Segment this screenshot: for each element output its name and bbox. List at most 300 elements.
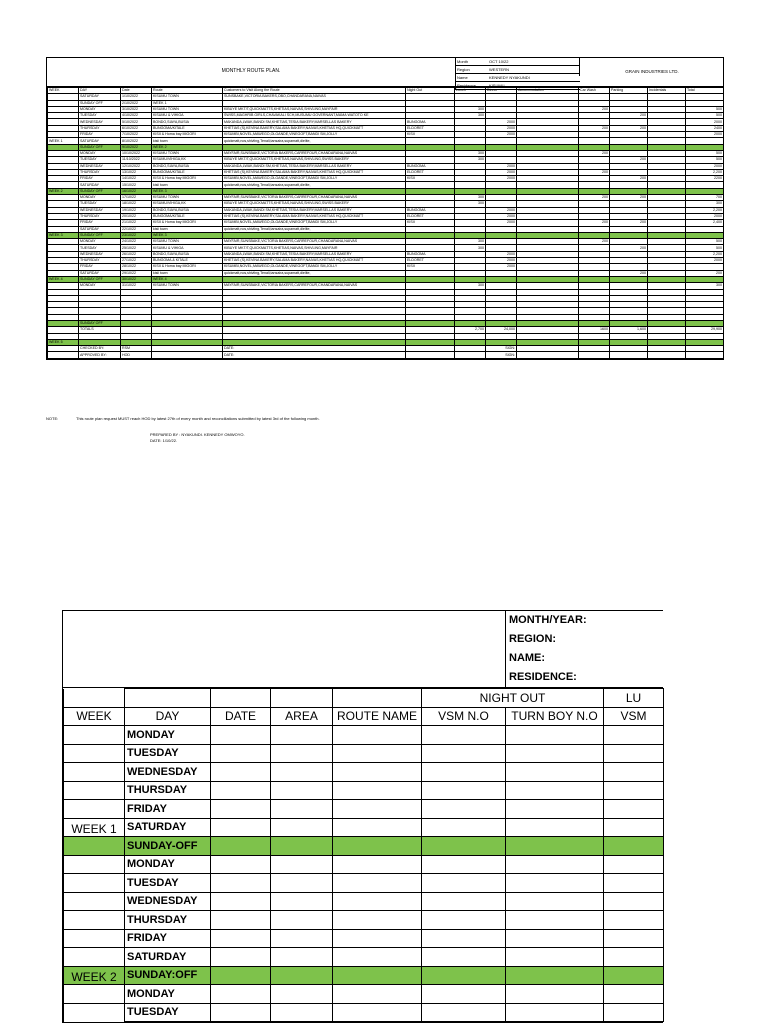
cell-date: 3/10/2022 xyxy=(121,106,152,112)
zoom-empty-cell[interactable] xyxy=(271,837,333,856)
cell-week: WEEK 3 xyxy=(48,232,79,238)
zoom-empty-cell[interactable] xyxy=(211,1003,271,1022)
cell-inc xyxy=(648,352,686,358)
zoom-empty-cell[interactable] xyxy=(422,855,506,874)
cell-day: TUESDAY xyxy=(79,113,121,119)
cell-route: KISUMU TOWN xyxy=(152,150,223,156)
cell-route: WEEK 2 xyxy=(152,144,223,150)
zoom-empty-cell[interactable] xyxy=(271,763,333,782)
zoom-empty-cell[interactable] xyxy=(333,763,422,782)
zoom-empty-cell[interactable] xyxy=(333,892,422,911)
cell-day: SUNDAY OFF xyxy=(79,276,121,282)
zoom-empty-cell[interactable] xyxy=(506,855,604,874)
meta-value: KISUMU xyxy=(489,83,505,88)
zoom-empty-cell[interactable] xyxy=(506,800,604,819)
cell-day: TOTALS xyxy=(79,327,121,333)
cell-day: TUESDAY xyxy=(79,201,121,207)
zoom-row xyxy=(64,892,664,911)
zoom-day-cell: THURSDAY xyxy=(125,911,211,930)
cell-route: kisii town xyxy=(152,226,223,232)
zoom-empty-cell[interactable] xyxy=(333,966,422,985)
cell-total xyxy=(686,352,724,358)
cell-cust: KISUMBI,NOVEL,MAWEGO,OLGANDE,VINEGOFT,BANDI SM,JOLLY xyxy=(223,264,406,270)
zoom-empty-cell[interactable] xyxy=(422,966,506,985)
zoom-row xyxy=(64,1003,664,1022)
meta-key: Residence xyxy=(457,83,476,88)
cell-dinner: 2000 xyxy=(486,176,517,182)
cell-route: KISUMU/VIHIGA,KK xyxy=(152,201,223,207)
note xyxy=(46,416,722,421)
zoom-day-cell: FRIDAY xyxy=(125,929,211,948)
zoom-empty-cell[interactable] xyxy=(604,818,664,837)
prepared-date: DATE: 1/10/22. xyxy=(150,438,178,443)
cell-dinner: 2000 xyxy=(486,163,517,169)
cell-date: 21/10/22 xyxy=(121,220,152,226)
cell-date: 31/10/22 xyxy=(121,283,152,289)
zoom-empty-cell[interactable] xyxy=(333,781,422,800)
cell-car: 200 xyxy=(579,220,610,226)
cell-route: BUNGOMA/KITALE xyxy=(152,125,223,131)
cell-day: MONDAY xyxy=(79,150,121,156)
zoom-empty-cell[interactable] xyxy=(211,985,271,1004)
zoom-empty-cell[interactable] xyxy=(604,892,664,911)
zoom-empty-cell[interactable] xyxy=(604,1003,664,1022)
zoom-empty-cell[interactable] xyxy=(333,855,422,874)
cell-route: KISUMU TOWN xyxy=(152,239,223,245)
column-header: Accommodation xyxy=(517,88,579,94)
zoom-empty-cell[interactable] xyxy=(211,818,271,837)
route-plan-table xyxy=(47,87,724,359)
zoom-empty-cell[interactable] xyxy=(271,948,333,967)
cell-night: KISII xyxy=(406,220,455,226)
cell-night: BUNGOMA xyxy=(406,251,455,257)
zoom-empty-cell[interactable] xyxy=(211,837,271,856)
zoom-empty-cell[interactable] xyxy=(506,948,604,967)
cell-dinner: 2000 xyxy=(486,132,517,138)
cell-week xyxy=(48,352,79,358)
cell-day: APPROVED BY: xyxy=(79,352,121,358)
cell-total: 2,400 xyxy=(686,220,724,226)
cell-date: 10/10/2022 xyxy=(121,150,152,156)
zoom-empty-cell[interactable] xyxy=(422,985,506,1004)
cell-route: KISUMU & VIHIGA xyxy=(152,245,223,251)
zoom-empty-cell[interactable] xyxy=(604,763,664,782)
zoom-empty-cell[interactable] xyxy=(604,800,664,819)
zoom-empty-cell[interactable] xyxy=(422,911,506,930)
cell-park xyxy=(610,352,648,358)
zoom-empty-cell[interactable] xyxy=(604,985,664,1004)
cell-total: 500 xyxy=(686,106,724,112)
cell-cust: quickmatt,nos,shivling,Tenali,tansaira,supamatt,dielite, xyxy=(223,182,406,188)
note-label: NOTE: xyxy=(46,416,59,421)
cell-lunch xyxy=(455,352,486,358)
cell-day: MONDAY xyxy=(79,195,121,201)
cell-day: THURSDAY xyxy=(79,258,121,264)
cell-date: 25/10/22 xyxy=(121,245,152,251)
cell-week: WEEK 5 xyxy=(48,339,79,345)
table-row xyxy=(48,352,724,358)
meta-key: Month xyxy=(457,59,469,64)
cell-night: KISII xyxy=(406,132,455,138)
zoom-empty-cell[interactable] xyxy=(506,966,604,985)
cell-total: 2000 xyxy=(686,213,724,219)
cell-dinner: 2000 xyxy=(486,169,517,175)
zoom-empty-cell[interactable] xyxy=(333,837,422,856)
zoom-empty-cell[interactable] xyxy=(604,874,664,893)
zoom-empty-cell[interactable] xyxy=(271,800,333,819)
cell-night: ELDORET xyxy=(406,258,455,264)
zoom-empty-cell[interactable] xyxy=(604,837,664,856)
zoom-empty-cell[interactable] xyxy=(422,874,506,893)
cell-route: BUNGOMA/KITALE xyxy=(152,213,223,219)
zoom-empty-cell[interactable] xyxy=(271,892,333,911)
cell-car: 200 xyxy=(579,195,610,201)
zoom-empty-cell[interactable] xyxy=(211,800,271,819)
cell-day: THURSDAY xyxy=(79,213,121,219)
zoom-day-cell: WEDNESDAY xyxy=(125,763,211,782)
cell-cust: MAYFAIR,SUNSBAKE,VICTORIA BAKERS,CARREFOUR,CHANDARANA,NAIVAS xyxy=(223,150,406,156)
cell-route: BONDO,SIAYA,BUSIA xyxy=(152,163,223,169)
zoom-column-header: AREA xyxy=(271,707,333,726)
cell-day: SATURDAY xyxy=(79,138,121,144)
cell-route: KISII & Homa bay MIGORI xyxy=(152,132,223,138)
meta-value: WESTERN xyxy=(489,67,509,72)
cell-date: 23/10/22 xyxy=(121,232,152,238)
cell-day: WEDNESDAY xyxy=(79,163,121,169)
zoom-empty-cell[interactable] xyxy=(604,781,664,800)
cell-lunch: 300 xyxy=(455,157,486,163)
cell-total: 500 xyxy=(686,157,724,163)
cell-day: SUNDAY OFF xyxy=(79,100,121,106)
zoom-empty-cell[interactable] xyxy=(271,818,333,837)
cell-date: 7/10/2022 xyxy=(121,132,152,138)
zoom-empty-cell[interactable] xyxy=(333,744,422,763)
cell-day: THURSDAY xyxy=(79,169,121,175)
zoom-empty-cell[interactable] xyxy=(271,781,333,800)
cell-total: 300 xyxy=(686,201,724,207)
zoom-row xyxy=(64,966,664,985)
zoom-empty-cell[interactable] xyxy=(506,929,604,948)
zoom-empty-cell[interactable] xyxy=(271,726,333,745)
cell-cust: MAYFAIR,SUNSBAKE,VICTORIA BAKERS,CARREFOUR,CHANDARANA,NAIVAS xyxy=(223,195,406,201)
cell-route: KISII & Homa bay MIGORI xyxy=(152,176,223,182)
zoom-empty-cell[interactable] xyxy=(333,874,422,893)
cell-date: 1/10/2022 xyxy=(121,94,152,100)
zoom-meta-labels xyxy=(505,611,664,687)
cell-route: BONDO,SIAYA,BUSIA xyxy=(152,251,223,257)
cell-cust: quickmatt,nos,shivling,Tenali,tansaira,supamatt,dielite, xyxy=(223,226,406,232)
zoom-day-cell: MONDAY xyxy=(125,726,211,745)
cell-route: WEEK 4 xyxy=(152,276,223,282)
cell-park: 200 xyxy=(610,270,648,276)
zoom-empty-cell[interactable] xyxy=(271,911,333,930)
cell-dinner: 2000 xyxy=(486,125,517,131)
zoom-empty-cell[interactable] xyxy=(211,911,271,930)
zoom-empty-cell[interactable] xyxy=(333,1003,422,1022)
night-out-header: NIGHT OUT xyxy=(422,689,604,708)
cell-date: 30/10/22 xyxy=(121,276,152,282)
zoom-day-cell: MONDAY xyxy=(125,985,211,1004)
cell-date: 9/10/2022 xyxy=(121,144,152,150)
cell-route: KISUMU TOWN xyxy=(152,106,223,112)
cell-date: 8/10/2022 xyxy=(121,138,152,144)
meta-value: OCT 10/22 xyxy=(489,59,509,64)
cell-route: KISUMU & VIHIGA xyxy=(152,113,223,119)
zoom-empty-cell[interactable] xyxy=(211,874,271,893)
zoom-column-header: WEEK xyxy=(64,707,125,726)
zoom-week-cell xyxy=(64,948,125,967)
zoom-empty-cell[interactable] xyxy=(604,929,664,948)
column-header: WEEK xyxy=(48,88,79,94)
cell-date: 26/10/22 xyxy=(121,251,152,257)
zoom-row xyxy=(64,818,664,837)
zoom-meta-label: RESIDENCE: xyxy=(509,671,577,683)
zoom-empty-cell[interactable] xyxy=(506,892,604,911)
cell-day: FRIDAY xyxy=(79,176,121,182)
column-header: DAY xyxy=(79,88,121,94)
zoom-row xyxy=(64,911,664,930)
zoom-empty-cell[interactable] xyxy=(211,763,271,782)
zoom-empty-cell[interactable] xyxy=(422,800,506,819)
zoom-empty-cell[interactable] xyxy=(211,855,271,874)
zoom-week-cell xyxy=(64,726,125,745)
cell-cust: KIBUYE MKT/T,QUICKMATTS,KHETIAS,NAIVAS,SHIVLING,MAYFAIR xyxy=(223,106,406,112)
cell-lunch: 300 xyxy=(455,150,486,156)
zoom-empty-cell[interactable] xyxy=(211,929,271,948)
cell-cust: KHETIAS (S),KEVINA BAKERY,SALAMA BAKERY,NAIVAS,KHETIAS HQ,QUICKMATT xyxy=(223,213,406,219)
zoom-row xyxy=(64,800,664,819)
zoom-empty-cell[interactable] xyxy=(271,855,333,874)
zoom-table xyxy=(63,688,664,1022)
cell-route: BUNGOMA/KITALE xyxy=(152,169,223,175)
sheet-header xyxy=(47,58,723,87)
zoom-empty-cell[interactable] xyxy=(506,763,604,782)
cell-date: RSM xyxy=(121,346,152,352)
cell-dinner: 24,000 xyxy=(486,327,517,333)
zoom-column-header: DATE xyxy=(211,707,271,726)
cell-date: 13/10/22 xyxy=(121,169,152,175)
zoom-week-cell xyxy=(64,1003,125,1022)
zoom-row xyxy=(64,855,664,874)
zoom-empty-cell[interactable] xyxy=(422,948,506,967)
zoom-empty-cell[interactable] xyxy=(271,874,333,893)
zoom-empty-cell[interactable] xyxy=(271,985,333,1004)
cell-cust: MAKANDA,LWAK,BANDI SM,KHETIAS,TESIA BAKERY,MARSELLAS BAKERY xyxy=(223,163,406,169)
zoom-empty-cell[interactable] xyxy=(422,726,506,745)
sheet-meta xyxy=(455,58,580,90)
cell-route: KISII & Homa bay MIGORI xyxy=(152,264,223,270)
cell-night xyxy=(406,352,455,358)
zoom-empty-cell[interactable] xyxy=(333,911,422,930)
cell-route xyxy=(152,352,223,358)
zoom-empty-cell[interactable] xyxy=(604,744,664,763)
cell-lunch: 300 xyxy=(455,201,486,207)
cell-cust: DATE: xyxy=(223,346,406,352)
zoom-empty-cell[interactable] xyxy=(506,1003,604,1022)
cell-total: 2000 xyxy=(686,258,724,264)
zoom-empty-cell[interactable] xyxy=(333,929,422,948)
cell-car: 200 xyxy=(579,239,610,245)
zoom-week-cell: WEEK 1 xyxy=(64,818,125,837)
cell-route: KISUMU TOWN xyxy=(152,195,223,201)
zoom-empty-cell[interactable] xyxy=(271,744,333,763)
zoom-empty-cell[interactable] xyxy=(422,892,506,911)
zoom-row xyxy=(64,837,664,856)
zoom-empty-cell[interactable] xyxy=(422,781,506,800)
cell-total: 2000 xyxy=(686,163,724,169)
zoom-empty-cell[interactable] xyxy=(506,985,604,1004)
cell-total: 500 xyxy=(686,113,724,119)
zoom-empty-cell[interactable] xyxy=(506,911,604,930)
route-plan-sheet xyxy=(46,57,724,360)
cell-cust: SWISS,MAGHRIB GIRLS,CHAVAKALI SCH,MUSUMU GOVERNANT,MAMA WATOTO KE xyxy=(223,113,406,119)
cell-route: BONDO,SIAYA,BUSIA xyxy=(152,119,223,125)
cell-day: SATURDAY xyxy=(79,270,121,276)
zoom-empty-cell[interactable] xyxy=(506,726,604,745)
cell-car: 200 xyxy=(579,169,610,175)
cell-total: 2000 xyxy=(686,132,724,138)
cell-park: 200 xyxy=(610,245,648,251)
zoom-empty-cell[interactable] xyxy=(333,800,422,819)
zoom-week-cell xyxy=(64,800,125,819)
cell-park: 200 xyxy=(610,176,648,182)
zoom-day-cell: MONDAY xyxy=(125,855,211,874)
cell-lunch: 300 xyxy=(455,195,486,201)
column-header: Date xyxy=(121,88,152,94)
zoom-empty-cell[interactable] xyxy=(333,726,422,745)
zoom-empty-cell[interactable] xyxy=(506,874,604,893)
zoom-empty-cell[interactable] xyxy=(604,855,664,874)
column-header: Dinner xyxy=(486,88,517,94)
column-header: Total xyxy=(686,88,724,94)
zoomed-template xyxy=(62,610,672,1024)
zoom-week-cell xyxy=(64,763,125,782)
column-header: Night Out xyxy=(406,88,455,94)
cell-dinner: 2000 xyxy=(486,213,517,219)
cell-date: 16/10/22 xyxy=(121,188,152,194)
cell-total: 2200 xyxy=(686,176,724,182)
cell-day: MONDAY xyxy=(79,283,121,289)
zoom-day-cell: TUESDAY xyxy=(125,874,211,893)
cell-dinner: SIGN: xyxy=(486,352,517,358)
zoom-empty-cell[interactable] xyxy=(506,781,604,800)
cell-night: ELDORET xyxy=(406,169,455,175)
cell-car xyxy=(579,352,610,358)
cell-day: SUNDAY OFF xyxy=(79,232,121,238)
zoom-empty-cell[interactable] xyxy=(211,892,271,911)
cell-route: KISUMU/VIHIGA,KK xyxy=(152,157,223,163)
zoom-day-cell: SUNDAY-OFF xyxy=(125,837,211,856)
zoom-empty-cell[interactable] xyxy=(422,818,506,837)
cell-lunch: 300 xyxy=(455,239,486,245)
sheet-title: MONTHLY ROUTE PLAN. xyxy=(221,68,281,74)
zoom-empty-cell[interactable] xyxy=(211,948,271,967)
lunch-header: LU xyxy=(604,689,664,708)
zoom-empty-cell[interactable] xyxy=(604,911,664,930)
column-header: Customers to Visit Along the Route xyxy=(223,88,406,94)
zoom-week-cell xyxy=(64,781,125,800)
cell-dinner: 2000 xyxy=(486,220,517,226)
cell-cust: MAKANDA,LWAK,BANDI SM,KHETIAS,TESIA BAKERY,MARSELLAS BAKERY xyxy=(223,119,406,125)
cell-cust: SUNSBAKE,VICTORIA BAKERS,OBO,CHANDARANA,NAIVAS xyxy=(223,94,406,100)
cell-week: WEEK 4 xyxy=(48,276,79,282)
zoom-empty-cell[interactable] xyxy=(271,1003,333,1022)
zoom-day-cell: SATURDAY xyxy=(125,818,211,837)
meta-row xyxy=(456,58,580,66)
cell-cust: quickmatt,nos,shivling,Tenali,tansaira,supamatt,dielite, xyxy=(223,270,406,276)
zoom-empty-cell[interactable] xyxy=(333,985,422,1004)
cell-date: 15/10/22 xyxy=(121,182,152,188)
column-header: Parking xyxy=(610,88,648,94)
zoom-empty-cell[interactable] xyxy=(211,966,271,985)
cell-cust: KISUMBI,NOVEL,MAWEGO,OLGANDE,VINEGOFT,BANDI SM,JOLLY xyxy=(223,220,406,226)
zoom-empty-cell[interactable] xyxy=(422,929,506,948)
zoom-empty-cell[interactable] xyxy=(506,837,604,856)
zoom-empty-cell[interactable] xyxy=(271,929,333,948)
zoom-empty-cell[interactable] xyxy=(271,966,333,985)
prepared-block xyxy=(150,432,245,444)
cell-night: BUNGOMA xyxy=(406,207,455,213)
cell-car: 200 xyxy=(579,106,610,112)
zoom-row xyxy=(64,929,664,948)
zoom-empty-cell[interactable] xyxy=(333,818,422,837)
meta-key: Name xyxy=(457,75,468,80)
zoom-empty-cell[interactable] xyxy=(604,966,664,985)
cell-day: FRIDAY xyxy=(79,220,121,226)
cell-car: 200 xyxy=(579,150,610,156)
cell-cust: KISUMBI,NOVEL,MAWEGO,OLGANDE,VINEGOFT,BANDI SM,JOLLY xyxy=(223,176,406,182)
zoom-empty-cell[interactable] xyxy=(211,726,271,745)
cell-week: WEEK 2 xyxy=(48,188,79,194)
zoom-column-header-row xyxy=(64,707,664,726)
cell-total: 2000 xyxy=(686,119,724,125)
cell-total: 700 xyxy=(686,195,724,201)
zoom-group-header-row xyxy=(64,689,664,708)
cell-night: BUNGOMA xyxy=(406,163,455,169)
zoom-empty-cell[interactable] xyxy=(506,744,604,763)
zoom-empty-cell[interactable] xyxy=(422,744,506,763)
zoom-empty-cell[interactable] xyxy=(422,837,506,856)
zoom-empty-cell[interactable] xyxy=(422,763,506,782)
zoom-empty-cell[interactable] xyxy=(506,818,604,837)
cell-lunch: 2,700 xyxy=(455,327,486,333)
cell-date: 18/10/22 xyxy=(121,201,152,207)
cell-total: 300 xyxy=(686,283,724,289)
cell-day: SUNDAY OFF xyxy=(79,144,121,150)
zoom-empty-cell[interactable] xyxy=(333,948,422,967)
cell-dinner: 2000 xyxy=(486,251,517,257)
zoom-empty-cell[interactable] xyxy=(211,781,271,800)
cell-route: KISII & Homa bay MIGORI xyxy=(152,220,223,226)
cell-cust: KHETIAS (S),KEVINA BAKERY,SALAMA BAKERY,NAIVAS,KHETIAS HQ,QUICKMATT xyxy=(223,169,406,175)
zoom-day-cell: FRIDAY xyxy=(125,800,211,819)
cell-date: 12/10/2022 xyxy=(121,163,152,169)
cell-route: KISUMU TOWN xyxy=(152,94,223,100)
cell-date: 2/10/2022 xyxy=(121,100,152,106)
cell-date: 29/10/22 xyxy=(121,270,152,276)
column-header: Lunch xyxy=(455,88,486,94)
zoom-empty-cell[interactable] xyxy=(604,948,664,967)
cell-date: 11/10/2022 xyxy=(121,157,152,163)
cell-day: MONDAY xyxy=(79,239,121,245)
zoom-empty-cell[interactable] xyxy=(604,726,664,745)
cell-cust: MAKANDA,LWAK,BANDI SM,KHETIAS,TESIA BAKERY,MARSELLAS BAKERY xyxy=(223,251,406,257)
zoom-empty-cell[interactable] xyxy=(422,1003,506,1022)
cell-date: 14/10/22 xyxy=(121,176,152,182)
company-name: GRAIN INDUSTRIES LTD. xyxy=(579,58,724,76)
zoom-empty-cell[interactable] xyxy=(211,744,271,763)
cell-day: TUESDAY xyxy=(79,157,121,163)
